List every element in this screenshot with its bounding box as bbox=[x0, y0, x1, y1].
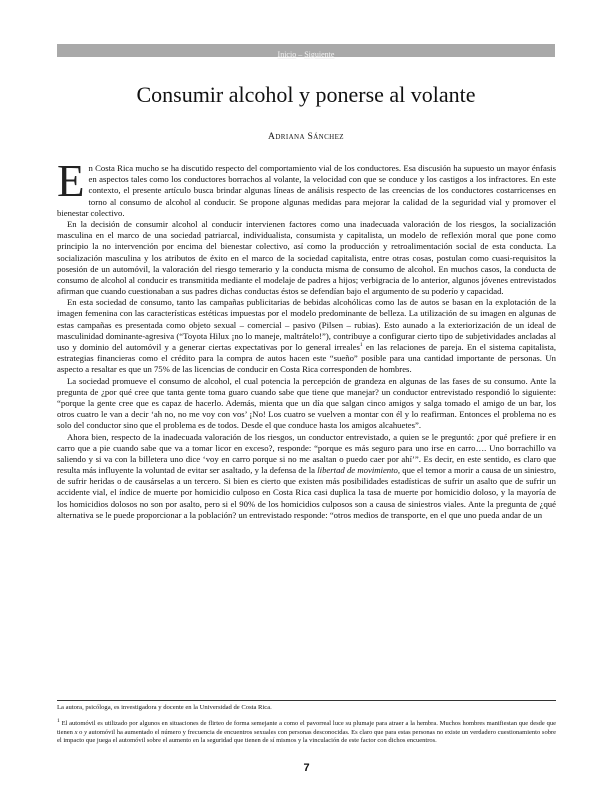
paragraph-1-text: n Costa Rica mucho se ha discutido respecto del comportamiento vial de los conductores. Esa discusión ha supuesto un mayor énfasis en aspectos tales como los conductores borrachos al volante, la velocidad con que se conduce y los castigos a los infractores. En este contexto, el presente artículo busca brindar algunas líneas de análisis respecto de las creencias de los conductores costarricenses en torno al consumo de alcohol al conducir. Se propone algunas medidas para mejorar la calidad de la seguridad vial y promover el bienestar colectivo. bbox=[57, 163, 556, 218]
footnote-ref[interactable]: 1 bbox=[359, 342, 363, 349]
nav-next-link[interactable]: Siguiente bbox=[304, 50, 335, 59]
top-navigation-bar bbox=[57, 44, 555, 57]
page-number: 7 bbox=[303, 762, 310, 774]
paragraph-3-text-b: en las relaciones de pareja. En el sistema capitalista, estrategias financieras como el crédito para la compra de autos hacen este “sueño” posible para una cantidad importante de personas. Un aspecto a resaltar es que un 75% de las licencias de conducir en Costa Rica corresponden de hombres. bbox=[57, 342, 556, 375]
nav-home-link[interactable]: Inicio bbox=[277, 50, 297, 59]
footnote-text-c: automóvil ha aumentado el número y frecuencia de encuentros sexuales con personas desconocidas. Es claro que para estas personas no existe un verdadero cuestionamiento sobre el impacto que juega el automóvil sobre el aumento en la seguridad que tienen de sí mismos y la vinculación de este factor con dichos encuentros. bbox=[57, 728, 556, 745]
footnote-divider bbox=[57, 700, 556, 701]
nav-separator: – bbox=[296, 50, 305, 59]
footnote-em-x: x bbox=[74, 728, 78, 736]
nav-links bbox=[278, 50, 335, 59]
drop-cap: E bbox=[57, 156, 85, 206]
paragraph-2: En la decisión de consumir alcohol al conducir intervienen factores como una inadecuada valoración de los riesgos, la socialización masculina en el marco de una sociedad patriarcal, individualista, consumista y capitalista, un modelo de reflexión moral que pone como principio la no intervención por encima del bienestar colectivo, así como la producción y retroalimentación social de esta conducta. La socialización masculina y los atributos de éxito en el marco de la sociedad capitalista, entre otras cosas, postulan como cuasi-requisitos la posesión de un automóvil, la valoración del riesgo temerario y la conducta misma de consumo de alcohol. En muchos casos, la conducta de consumo de alcohol al conducir es transmitida mediante el modelaje de padres a hijos; verbigracia de lo anterior, algunos jóvenes entrevistados afirman que cuando cuestionaban a sus padres dichas conductas éstos se defendían bajo el argumento de su poderío y capacidad. bbox=[57, 218, 556, 297]
author-affiliation: La autora, psicóloga, es investigadora y docente en la Universidad de Costa Rica. bbox=[57, 704, 272, 711]
footnote-text-b: o bbox=[77, 728, 85, 736]
paragraph-3-text-a: En esta sociedad de consumo, tanto las campañas publicitarias de bebidas alcohólicas como las de autos se basan en la explotación de la imagen femenina con las características estéticas impuestas por el modelo predominante de belleza. La utilización de su imagen en algunas de estas campañas es presentada como objeto sexual – comercial – pasivo (Pilsen – rubias). Esto aunado a la exteriorización de un ideal de masculinidad dominante-agresiva (“Toyota Hilux ¡no lo maneje, maltrátelo!”), contribuye a configurar cierto tipo de subjetividades ancladas al uso y dominio del automóvil y a generar ciertas expectativas por lo general irreales bbox=[57, 297, 556, 352]
author-first-name: Adriana bbox=[268, 131, 305, 142]
paragraph-5-emphasis: libertad de movimiento bbox=[317, 465, 398, 476]
paragraph-1 bbox=[57, 156, 556, 219]
paragraph-5-text-b: , que el temor a morir a causa de un siniestro, de sufrir heridas o de causárselas a un tercero. Si bien es cierto que existen más posibilidades estadísticas de sufrir un asalto que de sufrir un accidente vial, el índice de muerte por homicidio culposo en Costa Rica casi duplica la tasa de muerte por homicidio doloso, y la mayoría de los homicidios dolosos no son por asalto, pero si el 90% de los homicidios culposos son a causa de siniestros viales. Ante la pregunta de ¿qué alternativa se le puede proporcionar a la población? un entrevistado responde: “otros medios de transporte, en el que uno pueda andar de un bbox=[57, 465, 556, 520]
footnote-1 bbox=[57, 717, 556, 746]
author-last-name: Sánchez bbox=[307, 131, 344, 142]
footnote-em-y: y bbox=[84, 728, 87, 736]
author-line bbox=[57, 131, 555, 142]
paragraph-4: La sociedad promueve el consumo de alcohol, el cual potencia la percepción de grandeza en algunas de las fases de su consumo. Ante la pregunta de ¿por qué cree que tanta gente toma guaro cuando sabe que tiene que manejar? un conductor entrevistado respondió lo siguiente: “porque la gente cree que es capaz de hacerlo. Además, mienta que un día que salgan cinco amigos y salga tomado el amigo de un bar, los otros cuatro le van a decir ‘ah no, no me voy con vos’ ¡No! Los cuatro se vuelven a montar con él y lo reafirman. Entonces el problema no es solo del conductor sino que el problema es de todos. Desde el que conduce hasta los amigos alcahuetes”. bbox=[57, 375, 556, 431]
article-body bbox=[57, 156, 556, 521]
paragraph-5 bbox=[57, 432, 556, 522]
paragraph-5-text-a: Ahora bien, respecto de la inadecuada valoración de los riesgos, un conductor entrevistado, a quien se le preguntó: ¿por qué prefiere ir en carro que a pie cuando sabe que va a tomar licor en exceso?, responde: “porque es más seguro para uno irse en carro…. Uno borrachillo va saliendo y si va con la billetera uno dice ‘voy en carro porque si no me asaltan o puedo caer por ahí’”. Es decir, en este sentido, es claro que resulta más influyente la voluntad de evitar ser asaltado, y la defensa de la bbox=[57, 431, 556, 476]
footnote-text-a: El automóvil es utilizado por algunos en situaciones de flirteo de forma semejante a como el pavorreal luce su plumaje para atraer a la hembra. Muchos hombres manifiestan que desde que tienen bbox=[57, 720, 556, 736]
footnote-marker: 1 bbox=[57, 717, 60, 724]
paragraph-3 bbox=[57, 297, 556, 375]
article-title: Consumir alcohol y ponerse al volante bbox=[136, 82, 476, 107]
